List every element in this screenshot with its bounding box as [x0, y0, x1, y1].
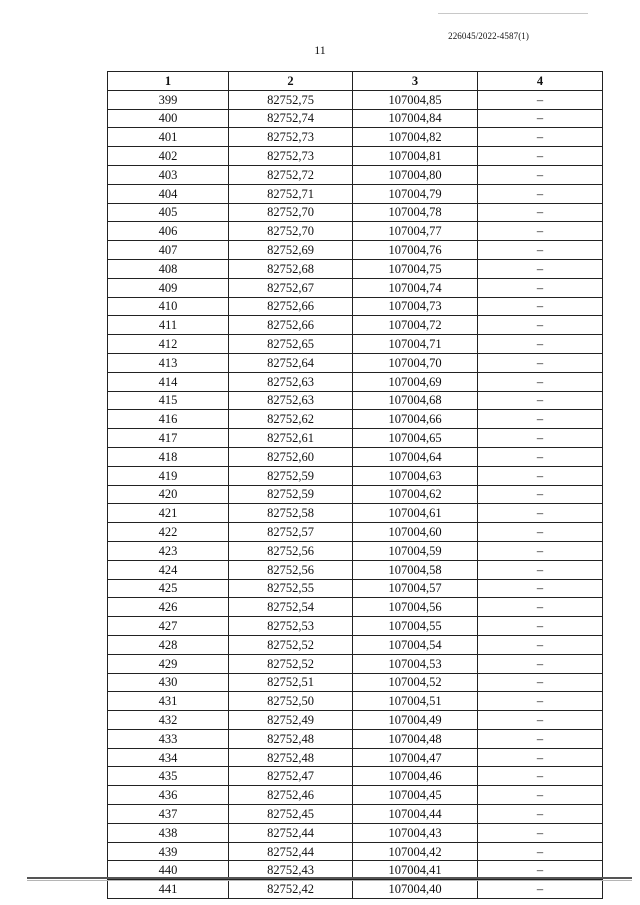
table-row	[108, 447, 603, 466]
x-coordinate-cell: 82752,44	[229, 823, 353, 842]
point-number-cell: 429	[108, 654, 229, 673]
point-number-cell: 402	[108, 147, 229, 166]
point-number-cell: 415	[108, 391, 229, 410]
note-cell: –	[478, 842, 603, 861]
point-number-cell: 432	[108, 711, 229, 730]
x-coordinate-cell: 82752,48	[229, 748, 353, 767]
table-row	[108, 147, 603, 166]
note-cell: –	[478, 466, 603, 485]
y-coordinate-cell: 107004,73	[353, 297, 478, 316]
top-rule	[438, 13, 588, 14]
point-number-cell: 436	[108, 786, 229, 805]
note-cell: –	[478, 692, 603, 711]
table-row	[108, 560, 603, 579]
point-number-cell: 419	[108, 466, 229, 485]
note-cell: –	[478, 823, 603, 842]
note-cell: –	[478, 259, 603, 278]
note-cell: –	[478, 729, 603, 748]
x-coordinate-cell: 82752,44	[229, 842, 353, 861]
y-coordinate-cell: 107004,71	[353, 335, 478, 354]
x-coordinate-cell: 82752,42	[229, 880, 353, 899]
x-coordinate-cell: 82752,58	[229, 504, 353, 523]
y-coordinate-cell: 107004,77	[353, 222, 478, 241]
note-cell: –	[478, 880, 603, 899]
y-coordinate-cell: 107004,54	[353, 635, 478, 654]
table-row	[108, 767, 603, 786]
point-number-cell: 422	[108, 523, 229, 542]
y-coordinate-cell: 107004,48	[353, 729, 478, 748]
table-row	[108, 748, 603, 767]
table-row	[108, 729, 603, 748]
note-cell: –	[478, 165, 603, 184]
point-number-cell: 407	[108, 241, 229, 260]
point-number-cell: 441	[108, 880, 229, 899]
note-cell: –	[478, 861, 603, 880]
table-row	[108, 823, 603, 842]
y-coordinate-cell: 107004,66	[353, 410, 478, 429]
table-row	[108, 842, 603, 861]
x-coordinate-cell: 82752,45	[229, 805, 353, 824]
y-coordinate-cell: 107004,81	[353, 147, 478, 166]
point-number-cell: 440	[108, 861, 229, 880]
point-number-cell: 423	[108, 541, 229, 560]
point-number-cell: 399	[108, 90, 229, 109]
point-number-cell: 410	[108, 297, 229, 316]
table-row	[108, 222, 603, 241]
x-coordinate-cell: 82752,57	[229, 523, 353, 542]
x-coordinate-cell: 82752,66	[229, 316, 353, 335]
document-number: 226045/2022-4587(1)	[448, 31, 529, 41]
coordinates-table	[107, 71, 603, 899]
table-row	[108, 109, 603, 128]
point-number-cell: 430	[108, 673, 229, 692]
note-cell: –	[478, 297, 603, 316]
point-number-cell: 437	[108, 805, 229, 824]
y-coordinate-cell: 107004,68	[353, 391, 478, 410]
point-number-cell: 411	[108, 316, 229, 335]
point-number-cell: 427	[108, 617, 229, 636]
table-row	[108, 297, 603, 316]
x-coordinate-cell: 82752,49	[229, 711, 353, 730]
column-header-3: 3	[353, 72, 478, 91]
point-number-cell: 412	[108, 335, 229, 354]
point-number-cell: 416	[108, 410, 229, 429]
x-coordinate-cell: 82752,54	[229, 598, 353, 617]
note-cell: –	[478, 335, 603, 354]
y-coordinate-cell: 107004,84	[353, 109, 478, 128]
point-number-cell: 425	[108, 579, 229, 598]
x-coordinate-cell: 82752,68	[229, 259, 353, 278]
note-cell: –	[478, 805, 603, 824]
y-coordinate-cell: 107004,47	[353, 748, 478, 767]
table-row	[108, 353, 603, 372]
x-coordinate-cell: 82752,65	[229, 335, 353, 354]
y-coordinate-cell: 107004,80	[353, 165, 478, 184]
note-cell: –	[478, 579, 603, 598]
page-number: 11	[314, 43, 326, 57]
y-coordinate-cell: 107004,76	[353, 241, 478, 260]
x-coordinate-cell: 82752,56	[229, 560, 353, 579]
bottom-rule	[27, 877, 632, 879]
table-row	[108, 259, 603, 278]
y-coordinate-cell: 107004,70	[353, 353, 478, 372]
table-row	[108, 466, 603, 485]
y-coordinate-cell: 107004,46	[353, 767, 478, 786]
table-row	[108, 391, 603, 410]
table-row	[108, 429, 603, 448]
y-coordinate-cell: 107004,59	[353, 541, 478, 560]
note-cell: –	[478, 353, 603, 372]
x-coordinate-cell: 82752,61	[229, 429, 353, 448]
table-row	[108, 654, 603, 673]
x-coordinate-cell: 82752,63	[229, 391, 353, 410]
y-coordinate-cell: 107004,51	[353, 692, 478, 711]
note-cell: –	[478, 598, 603, 617]
note-cell: –	[478, 673, 603, 692]
table-row	[108, 880, 603, 899]
note-cell: –	[478, 748, 603, 767]
point-number-cell: 439	[108, 842, 229, 861]
column-header-4: 4	[478, 72, 603, 91]
x-coordinate-cell: 82752,71	[229, 184, 353, 203]
x-coordinate-cell: 82752,53	[229, 617, 353, 636]
point-number-cell: 418	[108, 447, 229, 466]
x-coordinate-cell: 82752,73	[229, 128, 353, 147]
point-number-cell: 405	[108, 203, 229, 222]
table-row	[108, 692, 603, 711]
point-number-cell: 420	[108, 485, 229, 504]
table-row	[108, 278, 603, 297]
point-number-cell: 413	[108, 353, 229, 372]
point-number-cell: 435	[108, 767, 229, 786]
x-coordinate-cell: 82752,70	[229, 203, 353, 222]
y-coordinate-cell: 107004,69	[353, 372, 478, 391]
y-coordinate-cell: 107004,74	[353, 278, 478, 297]
y-coordinate-cell: 107004,44	[353, 805, 478, 824]
point-number-cell: 408	[108, 259, 229, 278]
table-row	[108, 90, 603, 109]
x-coordinate-cell: 82752,52	[229, 654, 353, 673]
x-coordinate-cell: 82752,66	[229, 297, 353, 316]
note-cell: –	[478, 184, 603, 203]
point-number-cell: 414	[108, 372, 229, 391]
table-row	[108, 335, 603, 354]
table-row	[108, 128, 603, 147]
bottom-rule-thin	[27, 880, 632, 881]
note-cell: –	[478, 147, 603, 166]
y-coordinate-cell: 107004,79	[353, 184, 478, 203]
y-coordinate-cell: 107004,57	[353, 579, 478, 598]
point-number-cell: 409	[108, 278, 229, 297]
x-coordinate-cell: 82752,46	[229, 786, 353, 805]
note-cell: –	[478, 541, 603, 560]
x-coordinate-cell: 82752,59	[229, 466, 353, 485]
y-coordinate-cell: 107004,58	[353, 560, 478, 579]
note-cell: –	[478, 523, 603, 542]
y-coordinate-cell: 107004,72	[353, 316, 478, 335]
point-number-cell: 403	[108, 165, 229, 184]
y-coordinate-cell: 107004,63	[353, 466, 478, 485]
point-number-cell: 434	[108, 748, 229, 767]
point-number-cell: 401	[108, 128, 229, 147]
table-header-row	[108, 72, 603, 91]
y-coordinate-cell: 107004,82	[353, 128, 478, 147]
y-coordinate-cell: 107004,53	[353, 654, 478, 673]
x-coordinate-cell: 82752,60	[229, 447, 353, 466]
x-coordinate-cell: 82752,63	[229, 372, 353, 391]
table-row	[108, 316, 603, 335]
note-cell: –	[478, 617, 603, 636]
y-coordinate-cell: 107004,55	[353, 617, 478, 636]
x-coordinate-cell: 82752,55	[229, 579, 353, 598]
x-coordinate-cell: 82752,50	[229, 692, 353, 711]
note-cell: –	[478, 391, 603, 410]
x-coordinate-cell: 82752,72	[229, 165, 353, 184]
note-cell: –	[478, 109, 603, 128]
note-cell: –	[478, 203, 603, 222]
table-row	[108, 786, 603, 805]
point-number-cell: 438	[108, 823, 229, 842]
y-coordinate-cell: 107004,41	[353, 861, 478, 880]
table-row	[108, 635, 603, 654]
table-row	[108, 523, 603, 542]
x-coordinate-cell: 82752,62	[229, 410, 353, 429]
y-coordinate-cell: 107004,40	[353, 880, 478, 899]
note-cell: –	[478, 128, 603, 147]
note-cell: –	[478, 635, 603, 654]
x-coordinate-cell: 82752,74	[229, 109, 353, 128]
note-cell: –	[478, 410, 603, 429]
table-row	[108, 711, 603, 730]
table-body	[108, 90, 603, 898]
note-cell: –	[478, 654, 603, 673]
note-cell: –	[478, 447, 603, 466]
x-coordinate-cell: 82752,73	[229, 147, 353, 166]
x-coordinate-cell: 82752,70	[229, 222, 353, 241]
table-row	[108, 165, 603, 184]
x-coordinate-cell: 82752,48	[229, 729, 353, 748]
table-row	[108, 485, 603, 504]
table-row	[108, 598, 603, 617]
note-cell: –	[478, 786, 603, 805]
point-number-cell: 431	[108, 692, 229, 711]
note-cell: –	[478, 316, 603, 335]
x-coordinate-cell: 82752,75	[229, 90, 353, 109]
table-row	[108, 579, 603, 598]
point-number-cell: 417	[108, 429, 229, 448]
column-header-2: 2	[229, 72, 353, 91]
y-coordinate-cell: 107004,75	[353, 259, 478, 278]
y-coordinate-cell: 107004,62	[353, 485, 478, 504]
column-header-1: 1	[108, 72, 229, 91]
table-row	[108, 805, 603, 824]
x-coordinate-cell: 82752,47	[229, 767, 353, 786]
y-coordinate-cell: 107004,49	[353, 711, 478, 730]
x-coordinate-cell: 82752,43	[229, 861, 353, 880]
table-row	[108, 410, 603, 429]
note-cell: –	[478, 504, 603, 523]
table-row	[108, 673, 603, 692]
table-row	[108, 241, 603, 260]
point-number-cell: 404	[108, 184, 229, 203]
note-cell: –	[478, 711, 603, 730]
note-cell: –	[478, 90, 603, 109]
point-number-cell: 421	[108, 504, 229, 523]
x-coordinate-cell: 82752,52	[229, 635, 353, 654]
y-coordinate-cell: 107004,61	[353, 504, 478, 523]
y-coordinate-cell: 107004,64	[353, 447, 478, 466]
note-cell: –	[478, 241, 603, 260]
point-number-cell: 400	[108, 109, 229, 128]
x-coordinate-cell: 82752,59	[229, 485, 353, 504]
note-cell: –	[478, 222, 603, 241]
table-row	[108, 617, 603, 636]
point-number-cell: 424	[108, 560, 229, 579]
y-coordinate-cell: 107004,85	[353, 90, 478, 109]
x-coordinate-cell: 82752,67	[229, 278, 353, 297]
table-row	[108, 541, 603, 560]
y-coordinate-cell: 107004,42	[353, 842, 478, 861]
table-row	[108, 372, 603, 391]
x-coordinate-cell: 82752,56	[229, 541, 353, 560]
note-cell: –	[478, 560, 603, 579]
y-coordinate-cell: 107004,78	[353, 203, 478, 222]
point-number-cell: 433	[108, 729, 229, 748]
x-coordinate-cell: 82752,69	[229, 241, 353, 260]
note-cell: –	[478, 767, 603, 786]
point-number-cell: 426	[108, 598, 229, 617]
x-coordinate-cell: 82752,51	[229, 673, 353, 692]
note-cell: –	[478, 485, 603, 504]
note-cell: –	[478, 278, 603, 297]
y-coordinate-cell: 107004,45	[353, 786, 478, 805]
table-row	[108, 203, 603, 222]
note-cell: –	[478, 429, 603, 448]
y-coordinate-cell: 107004,60	[353, 523, 478, 542]
table-row	[108, 184, 603, 203]
point-number-cell: 406	[108, 222, 229, 241]
y-coordinate-cell: 107004,52	[353, 673, 478, 692]
y-coordinate-cell: 107004,56	[353, 598, 478, 617]
y-coordinate-cell: 107004,43	[353, 823, 478, 842]
y-coordinate-cell: 107004,65	[353, 429, 478, 448]
point-number-cell: 428	[108, 635, 229, 654]
x-coordinate-cell: 82752,64	[229, 353, 353, 372]
note-cell: –	[478, 372, 603, 391]
table-row	[108, 504, 603, 523]
